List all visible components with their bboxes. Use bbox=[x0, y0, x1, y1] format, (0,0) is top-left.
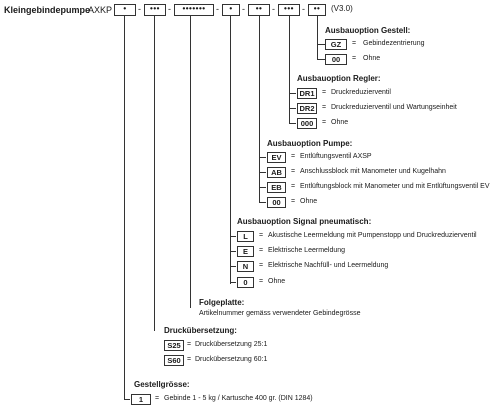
connector-line bbox=[230, 282, 236, 283]
equals-sign: = bbox=[187, 356, 192, 363]
option-description: Gebinde 1 - 5 kg / Kartusche 400 gr. (DIN 1284) bbox=[164, 395, 313, 402]
connector-line bbox=[124, 16, 125, 400]
option-code: 000 bbox=[297, 118, 317, 129]
folgeplatte-description: Artikelnummer gemäss verwendeter Gebindegrösse bbox=[199, 310, 361, 317]
option-description: Elektrische Nachfüll- und Leermeldung bbox=[268, 262, 389, 269]
option-code: GZ bbox=[325, 39, 347, 50]
equals-sign: = bbox=[291, 168, 296, 175]
connector-line bbox=[289, 108, 296, 109]
option-code: AB bbox=[267, 167, 286, 178]
connector-line bbox=[124, 399, 130, 400]
connector-line bbox=[230, 236, 236, 237]
option-description: Ohne bbox=[268, 278, 286, 285]
connector-line bbox=[259, 157, 266, 158]
section-title-folgeplatte: Folgeplatte: bbox=[199, 298, 245, 307]
section-title-gestellgroesse: Gestellgrösse: bbox=[134, 380, 190, 389]
separator: - bbox=[168, 4, 171, 14]
section-title-pumpe: Ausbauoption Pumpe: bbox=[267, 139, 353, 148]
option-code: 0 bbox=[237, 277, 254, 288]
option-description: Ohne bbox=[300, 198, 318, 205]
option-description: Druckübersetzung 60:1 bbox=[195, 356, 268, 363]
section-title-gestell: Ausbauoption Gestell: bbox=[325, 26, 411, 35]
equals-sign: = bbox=[155, 395, 160, 402]
option-code: DR1 bbox=[297, 88, 317, 99]
equals-sign: = bbox=[322, 104, 327, 111]
option-code: L bbox=[237, 231, 254, 242]
option-description: Druckübersetzung 25:1 bbox=[195, 341, 268, 348]
connector-line bbox=[259, 202, 266, 203]
equals-sign: = bbox=[259, 278, 264, 285]
connector-line bbox=[317, 16, 318, 60]
option-code: E bbox=[237, 246, 254, 257]
equals-sign: = bbox=[291, 153, 296, 160]
product-title: Kleingebindepumpe bbox=[4, 5, 91, 15]
connector-line bbox=[230, 266, 236, 267]
separator: - bbox=[242, 4, 245, 14]
option-description: Ohne bbox=[331, 119, 349, 126]
separator: - bbox=[272, 4, 275, 14]
connector-line bbox=[230, 251, 236, 252]
code-segment-pumpe: •• bbox=[248, 4, 270, 16]
option-code: 1 bbox=[131, 394, 151, 405]
option-description: Elektrische Leermeldung bbox=[268, 247, 346, 254]
code-segment-folgeplatte: ••••••• bbox=[174, 4, 214, 16]
option-code: DR2 bbox=[297, 103, 317, 114]
equals-sign: = bbox=[259, 262, 264, 269]
code-segment-druckuebersetzung: ••• bbox=[144, 4, 166, 16]
option-description: Entlüftungsventil AXSP bbox=[300, 153, 372, 160]
connector-line bbox=[154, 16, 155, 331]
separator: - bbox=[302, 4, 305, 14]
option-description: Druckreduzierventil bbox=[331, 89, 391, 96]
option-description: Entlüftungsblock mit Manometer und mit Entlüftungsventil EV bbox=[300, 183, 490, 190]
product-code: AXKP bbox=[88, 5, 113, 15]
option-code: 00 bbox=[267, 197, 286, 208]
option-code: EV bbox=[267, 152, 286, 163]
connector-line bbox=[317, 59, 325, 60]
option-code: S60 bbox=[164, 355, 184, 366]
code-segment-gestellgroesse: • bbox=[114, 4, 136, 16]
version-label: (V3.0) bbox=[331, 4, 353, 13]
connector-line bbox=[289, 93, 296, 94]
equals-sign: = bbox=[322, 89, 327, 96]
option-code: N bbox=[237, 261, 254, 272]
connector-line bbox=[259, 16, 260, 202]
connector-line bbox=[190, 16, 191, 308]
option-description: Ohne bbox=[363, 55, 381, 62]
connector-line bbox=[259, 172, 266, 173]
connector-line bbox=[289, 123, 296, 124]
separator: - bbox=[138, 4, 141, 14]
equals-sign: = bbox=[291, 198, 296, 205]
equals-sign: = bbox=[352, 55, 357, 62]
code-segment-signal: • bbox=[222, 4, 240, 16]
option-code: S25 bbox=[164, 340, 184, 351]
code-segment-gestell: •• bbox=[308, 4, 326, 16]
equals-sign: = bbox=[291, 183, 296, 190]
equals-sign: = bbox=[352, 40, 357, 47]
equals-sign: = bbox=[259, 247, 264, 254]
equals-sign: = bbox=[187, 341, 192, 348]
option-code: 00 bbox=[325, 54, 347, 65]
option-code: EB bbox=[267, 182, 286, 193]
separator: - bbox=[216, 4, 219, 14]
connector-line bbox=[317, 44, 325, 45]
section-title-signal: Ausbauoption Signal pneumatisch: bbox=[237, 217, 372, 226]
equals-sign: = bbox=[322, 119, 327, 126]
option-description: Druckreduzierventil und Wartungseinheit bbox=[331, 104, 457, 111]
section-title-druckuebersetzung: Druckübersetzung: bbox=[164, 326, 237, 335]
option-description: Anschlussblock mit Manometer und Kugelhahn bbox=[300, 168, 446, 175]
option-description: Gebindezentrierung bbox=[363, 40, 425, 47]
option-description: Akustische Leermeldung mit Pumpenstopp und Druckreduzierventil bbox=[268, 232, 477, 239]
code-segment-regler: ••• bbox=[278, 4, 300, 16]
section-title-regler: Ausbauoption Regler: bbox=[297, 74, 381, 83]
connector-line bbox=[259, 187, 266, 188]
equals-sign: = bbox=[259, 232, 264, 239]
connector-line bbox=[230, 16, 231, 284]
